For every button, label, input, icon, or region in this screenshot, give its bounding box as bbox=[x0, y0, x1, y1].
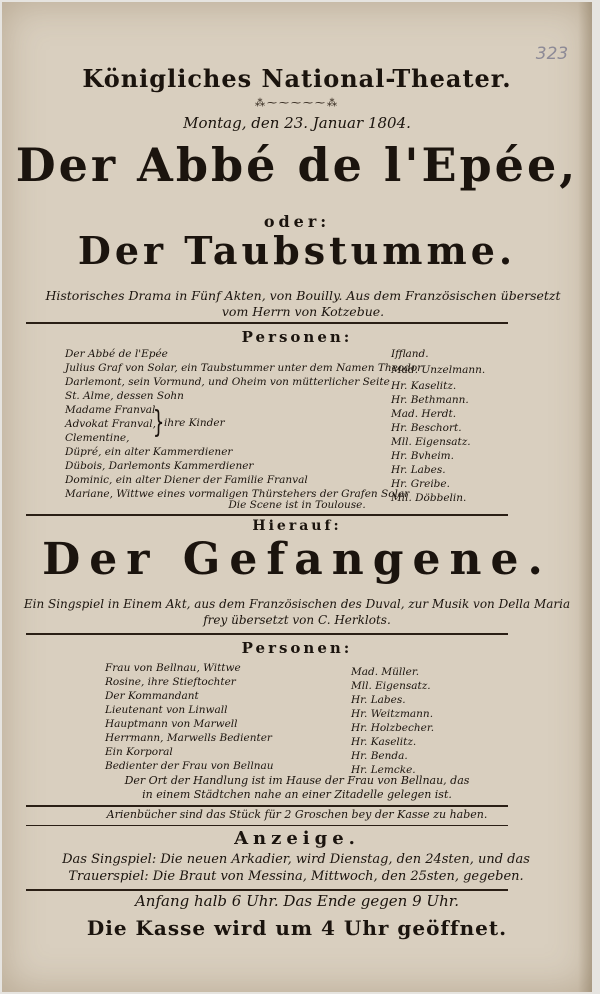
cast-actor: Hr. Labes. bbox=[351, 694, 406, 706]
cast-role: Bedienter der Frau von Bellnau bbox=[105, 760, 274, 772]
play2-scene-line1: Der Ort der Handlung ist im Hause der Frau von Bellnau, das bbox=[124, 774, 470, 787]
libretto-note: Arienbücher sind das Stück für 2 Groschen bey der Kasse zu haben. bbox=[106, 808, 488, 821]
cast-actor: Hr. Lemcke. bbox=[351, 764, 416, 776]
play1-personen-heading: Personen: bbox=[241, 328, 353, 346]
cast-role: Mariane, Wittwe eines vormaligen Thürstehers der Grafen Solar bbox=[65, 488, 410, 500]
cast-role: Der Abbé de l'Epée bbox=[65, 348, 168, 360]
play2-scene-line2: in einem Städtchen nahe an einer Zitadelle gelegen ist. bbox=[142, 788, 452, 801]
cast-actor: Hr. Greibe. bbox=[391, 478, 450, 490]
cast-actor: Hr. Weitzmann. bbox=[351, 708, 434, 720]
cast-actor: Mad. Müller. bbox=[351, 666, 420, 678]
cast-actor: Hr. Benda. bbox=[351, 750, 408, 762]
play1-subtitle-title: Der Taubstumme. bbox=[77, 228, 517, 273]
brace-label: ihre Kinder bbox=[164, 417, 225, 429]
play2-title: Der Gefangene. bbox=[42, 534, 552, 585]
divider bbox=[26, 889, 508, 891]
play2-description-line2: frey übersetzt von C. Herklots. bbox=[203, 613, 391, 627]
play2-personen-heading: Personen: bbox=[241, 639, 353, 657]
play1-oder: oder: bbox=[263, 212, 331, 231]
divider bbox=[26, 825, 508, 826]
cast-role: Herrmann, Marwells Bedienter bbox=[105, 732, 272, 744]
play2-description-line1: Ein Singspiel in Einem Akt, aus dem Französischen des Duval, zur Musik von Della Maria bbox=[23, 597, 571, 611]
anzeige-line2: Trauerspiel: Die Braut von Messina, Mittwoch, den 25sten, gegeben. bbox=[68, 869, 524, 884]
theater-name: Königliches National-Theater. bbox=[82, 64, 512, 93]
performance-times: Anfang halb 6 Uhr. Das Ende gegen 9 Uhr. bbox=[134, 892, 460, 910]
divider bbox=[26, 633, 508, 635]
cast-actor: Mll. Eigensatz. bbox=[351, 680, 431, 692]
hierauf-label: Hierauf: bbox=[252, 518, 342, 534]
play1-scene: Die Scene ist in Toulouse. bbox=[228, 499, 366, 511]
ornament-divider: ⁂⁓⁓⁓⁓⁓⁂ bbox=[255, 98, 339, 109]
anzeige-line1: Das Singspiel: Die neuen Arkadier, wird Dienstag, den 24sten, und das bbox=[62, 852, 530, 867]
cast-role: Hauptmann von Marwell bbox=[105, 718, 238, 730]
cast-actor: Hr. Beschort. bbox=[391, 422, 462, 434]
cast-actor: Mad. Unzelmann. bbox=[391, 364, 486, 376]
cast-actor: Mll. Eigensatz. bbox=[391, 436, 471, 448]
divider bbox=[26, 514, 508, 516]
cast-actor: Hr. Labes. bbox=[391, 464, 446, 476]
divider bbox=[26, 322, 508, 324]
divider bbox=[26, 805, 508, 807]
cast-role: Dominic, ein alter Diener der Familie Franval bbox=[65, 474, 308, 486]
cast-role: Clementine, bbox=[65, 432, 130, 444]
play1-title: Der Abbé de l'Epée, bbox=[15, 138, 579, 192]
brace-glyph: } bbox=[152, 405, 165, 440]
cast-role: Düpré, ein alter Kammerdiener bbox=[65, 446, 233, 458]
play1-description-line1: Historisches Drama in Fünf Akten, von Bouilly. Aus dem Französischen übersetzt bbox=[45, 288, 561, 303]
cast-actor: Mad. Herdt. bbox=[391, 408, 457, 420]
cast-actor: Hr. Bvheim. bbox=[391, 450, 454, 462]
anzeige-heading: Anzeige. bbox=[234, 828, 360, 849]
cast-role: Rosine, ihre Stieftochter bbox=[105, 676, 236, 688]
cast-actor: Hr. Bethmann. bbox=[391, 394, 469, 406]
performance-date: Montag, den 23. Januar 1804. bbox=[183, 114, 411, 132]
cast-role: Darlemont, sein Vormund, und Oheim von mütterlicher Seite bbox=[65, 376, 390, 388]
cast-role: St. Alme, dessen Sohn bbox=[65, 390, 184, 402]
cast-role: Lieutenant von Linwall bbox=[105, 704, 228, 716]
cast-actor: Iffland. bbox=[391, 348, 429, 360]
cast-role: Dübois, Darlemonts Kammerdiener bbox=[65, 460, 254, 472]
cast-role: Frau von Bellnau, Wittwe bbox=[105, 662, 241, 674]
cast-role: Madame Franval bbox=[65, 404, 156, 416]
cast-role: Ein Korporal bbox=[105, 746, 173, 758]
cast-role: Julius Graf von Solar, ein Taubstummer unter dem Namen Theodor bbox=[65, 362, 423, 374]
archive-number: 323 bbox=[535, 44, 569, 64]
play1-description-line2: vom Herrn von Kotzebue. bbox=[221, 304, 385, 319]
playbill-page bbox=[2, 2, 592, 992]
box-office-opening: Die Kasse wird um 4 Uhr geöffnet. bbox=[86, 916, 508, 940]
cast-actor: Hr. Kaselitz. bbox=[391, 380, 457, 392]
cast-actor: Hr. Kaselitz. bbox=[351, 736, 417, 748]
cast-role: Der Kommandant bbox=[105, 690, 199, 702]
cast-role: Advokat Franval, bbox=[65, 418, 156, 430]
cast-actor: Hr. Holzbecher. bbox=[351, 722, 435, 734]
cast-actor: Mll. Döbbelin. bbox=[391, 492, 467, 504]
